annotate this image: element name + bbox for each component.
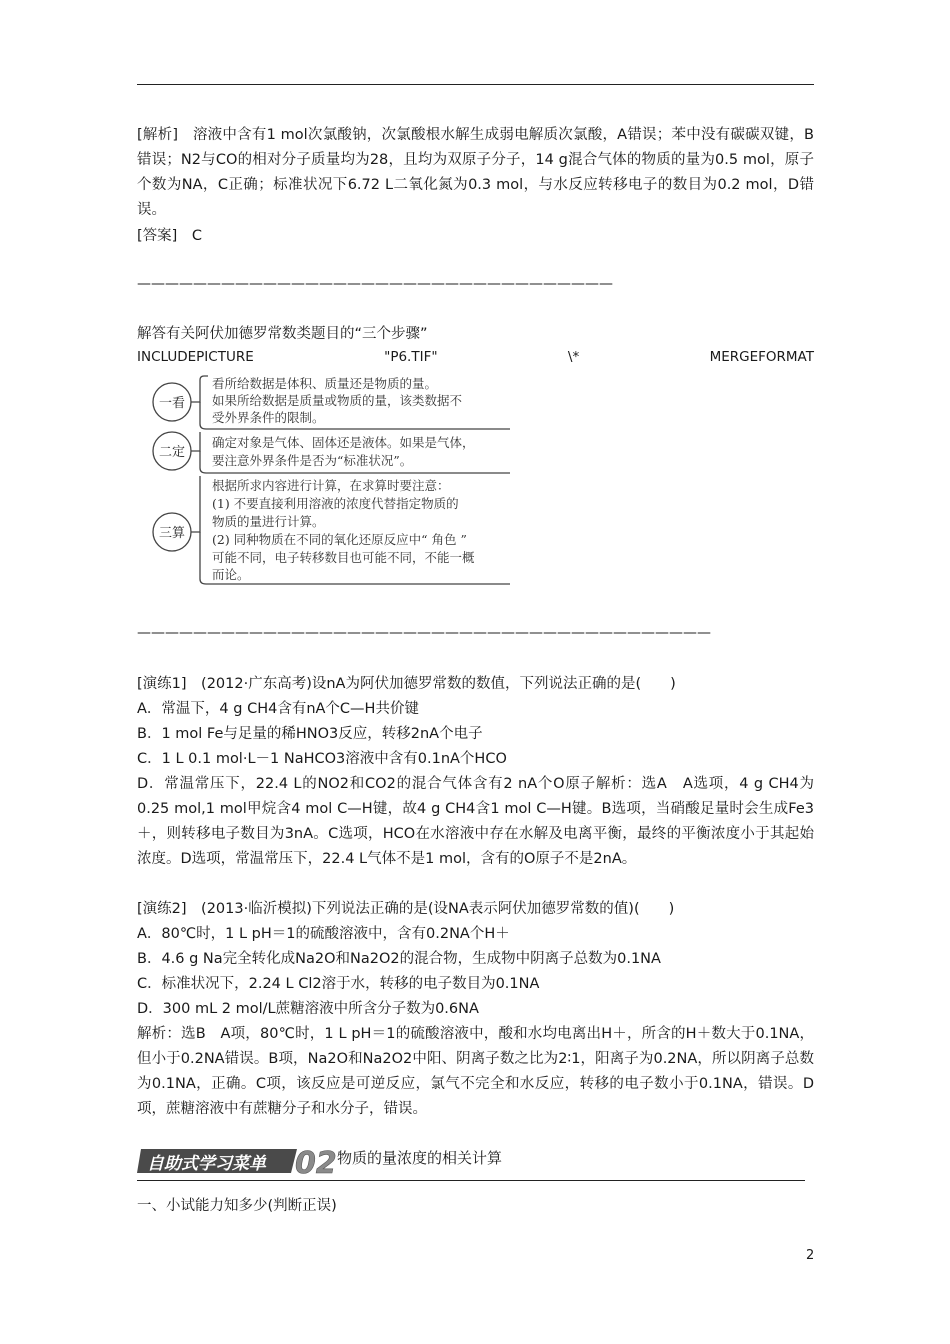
step-line: (2) 同种物质在不同的氧化还原反应中“ 角色 ” — [212, 532, 467, 547]
exercise2-analysis: 解析：选B A项，80℃时，1 L pH＝1的硫酸溶液中，酸和水均电离出H＋，所含的H＋数大于0.1NA，但小于0.2NA错误。B项，Na2O和Na2O2中阳、阴离子数之比为2∶1，阳离子为0.2NA，所以阴离子总数为0.1NA，正确。C项，该反应是可逆反应，氯气不完全和水反应，转移的电子数小于0.1NA，错误。D项，蔗糖溶液中有蔗糖分子和水分子，错误。 — [137, 1026, 814, 1117]
exercise2-stem: [演练2] (2013·临沂模拟)下列说法正确的是(设NA表示阿伏加德罗常数的值)( ) — [137, 901, 675, 917]
step-line: 物质的量进行计算。 — [212, 514, 325, 529]
divider-top: —————————————————————————————————— — [137, 276, 613, 292]
step-line: 如果所给数据是质量或物质的量，该类数据不 — [212, 393, 463, 408]
step-line: 根据所求内容进行计算，在求算时要注意： — [212, 478, 450, 493]
include-field-1: "P6.TIF" — [384, 349, 438, 365]
subsection-title: 一、小试能力知多少(判断正误) — [137, 1198, 337, 1214]
step-line: 受外界条件的限制。 — [212, 410, 325, 425]
page-number: 2 — [806, 1248, 815, 1263]
banner-title: 物质的量浓度的相关计算 — [337, 1149, 503, 1167]
exercise2-option-b: B．4.6 g Na完全转化成Na2O和Na2O2的混合物，生成物中阴离子总数为0.1NA — [137, 951, 661, 967]
section-title: 解答有关阿伏加德罗常数类题目的“三个步骤” — [137, 326, 428, 342]
include-field-0: INCLUDEPICTURE — [137, 349, 254, 365]
exercise1-stem: [演练1] (2012·广东高考)设nA为阿伏加德罗常数的数值，下列说法正确的是( ) — [137, 676, 676, 692]
divider-bottom: ————————————————————————————————————————— — [137, 625, 711, 641]
step-line: 而论。 — [212, 567, 250, 582]
step-ding — [153, 432, 510, 473]
step-label: 三算 — [158, 526, 186, 541]
three-steps-figure — [150, 372, 515, 590]
exercise1-option-a: A．常温下，4 g CH4含有nA个C—H共价键 — [137, 701, 419, 717]
step-line: 可能不同，电子转移数目也可能不同，不能一概 — [212, 550, 475, 565]
include-picture-field — [137, 349, 814, 365]
step-label: 一看 — [158, 396, 186, 411]
step-kan — [153, 376, 510, 429]
step-label: 二定 — [158, 445, 186, 460]
analysis-paragraph: [解析] 溶液中含有1 mol次氯酸钠，次氯酸根水解生成弱电解质次氯酸，A错误；苯中没有碳碳双键，B错误；N2与CO的相对分子质量均为28，且均为双原子分子，14 g混合气体的物质的量为0.5 mol，原子个数为NA，C正确；标准状况下6.72 L二氧化氮为0.3 mol，与水反应转移电子的数目为0.2 mol，D错误。 — [137, 127, 814, 218]
step-line: 要注意外界条件是否为“标准状况”。 — [212, 453, 413, 468]
include-field-3: MERGEFORMAT — [709, 349, 814, 365]
section-banner — [137, 1139, 352, 1179]
header-rule — [137, 84, 814, 85]
banner-number: 02 — [295, 1146, 337, 1179]
include-field-2: \* — [567, 349, 580, 365]
step-suan — [153, 476, 510, 584]
exercise1-option-d-analysis: D．常温常压下，22.4 L的NO2和CO2的混合气体含有2 nA个O原子解析：选A A选项，4 g CH4为0.25 mol,1 mol甲烷含4 mol C—H键，故4 g CH4含1 mol C—H键。B选项，当硝酸足量时会生成Fe3＋，则转移电子数目为3nA。C选项，HCO在水溶液中存在水解及电离平衡，最终的平衡浓度小于其起始浓度。D选项，常温常压下，22.4 L气体不是1 mol，含有的O原子不是2nA。 — [137, 776, 814, 867]
banner-rule — [137, 1180, 805, 1181]
exercise1-option-b: B．1 mol Fe与足量的稀HNO3反应，转移2nA个电子 — [137, 726, 483, 742]
banner-label: 自助式学习菜单 — [147, 1154, 266, 1174]
exercise2-option-a: A．80℃时，1 L pH＝1的硫酸溶液中，含有0.2NA个H＋ — [137, 926, 510, 942]
step-line: 确定对象是气体、固体还是液体。如果是气体， — [212, 435, 475, 450]
step-line: 看所给数据是体积、质量还是物质的量。 — [212, 376, 438, 391]
exercise2-option-c: C．标准状况下，2.24 L Cl2溶于水，转移的电子数目为0.1NA — [137, 976, 540, 992]
step-line: (1) 不要直接利用溶液的浓度代替指定物质的 — [212, 496, 459, 511]
exercise1-option-c: C．1 L 0.1 mol·L－1 NaHCO3溶液中含有0.1nA个HCO — [137, 751, 507, 767]
answer-line: [答案] C — [137, 228, 202, 244]
exercise2-option-d: D．300 mL 2 mol/L蔗糖溶液中所含分子数为0.6NA — [137, 1001, 479, 1017]
